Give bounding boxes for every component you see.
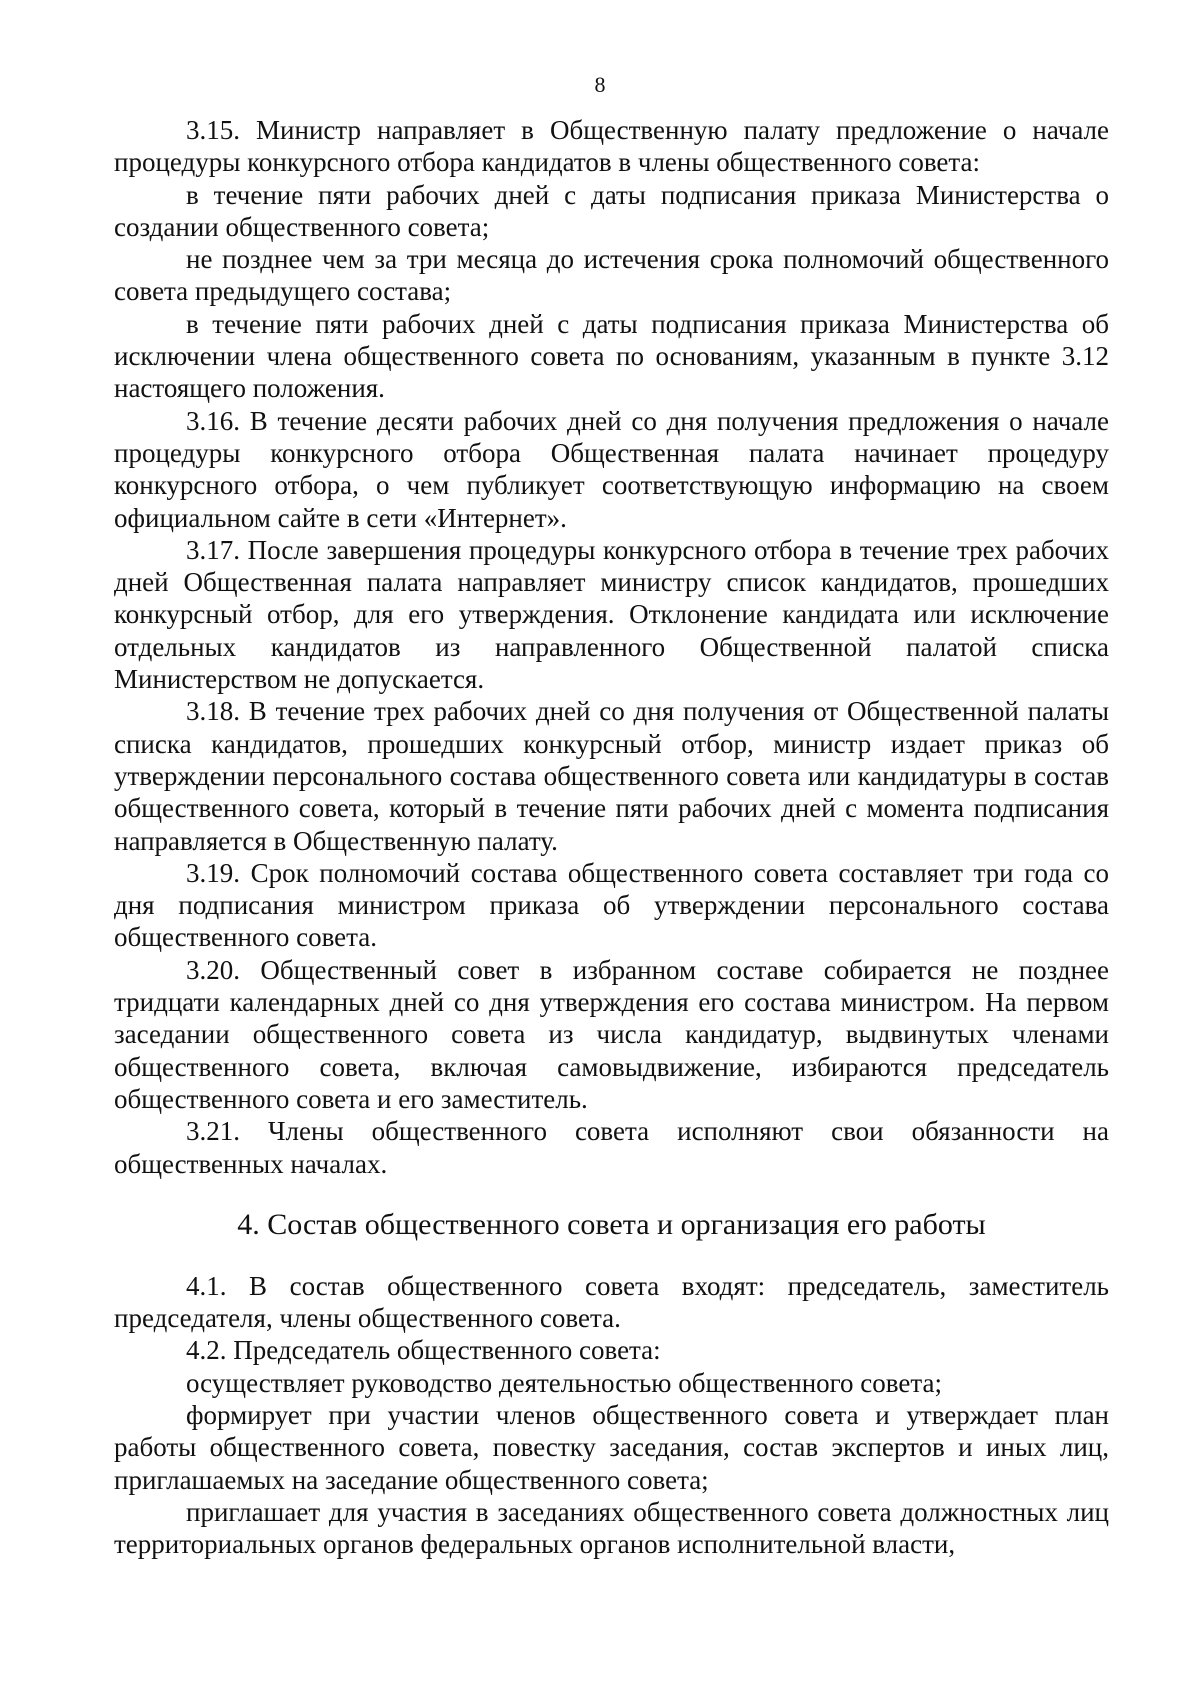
paragraph-3-15: 3.15. Министр направляет в Общественную палату предложение о начале процедуры конкурсного отбора кандидатов в члены общественного совета: bbox=[114, 115, 1109, 178]
section-4-heading: 4. Состав общественного совета и организация его работы bbox=[237, 1207, 986, 1241]
paragraph-4-2-item-1: осуществляет руководство деятельностью общественного совета; bbox=[186, 1367, 942, 1398]
paragraph-4-2-item-2: формирует при участии членов общественного совета и утверждает план работы общественного совета, повестку заседания, состав экспертов и иных лиц, приглашаемых на заседание общественного совета; bbox=[114, 1399, 1109, 1495]
paragraph-4-1: 4.1. В состав общественного совета входят: председатель, заместитель председателя, члены общественного совета. bbox=[114, 1270, 1109, 1334]
document-body bbox=[114, 114, 1109, 1560]
paragraph-3-15-item-1: в течение пяти рабочих дней с даты подписания приказа Министерства о создании общественного совета; bbox=[114, 179, 1109, 242]
paragraph-3-15-item-2: не позднее чем за три месяца до истечения срока полномочий общественного совета предыдущего состава; bbox=[114, 244, 1109, 307]
paragraph-3-18: 3.18. В течение трех рабочих дней со дня получения от Общественной палаты списка кандидатов, прошедших конкурсный отбор, министр издает приказ об утверждении персонального состава общественного совета или кандидатуры в состав общественного совета, который в течение пяти рабочих дней с момента подписания направляется в Общественную палату. bbox=[114, 696, 1109, 856]
paragraph-3-17: 3.17. После завершения процедуры конкурсного отбора в течение трех рабочих дней Общественная палата направляет министру список кандидатов, прошедших конкурсный отбор, для его утверждения. Отклонение кандидата или исключение отдельных кандидатов из направленного Общественной палатой списка Министерством не допускается. bbox=[114, 534, 1109, 695]
paragraph-4-2-item-3: приглашает для участия в заседаниях общественного совета должностных лиц территориальных органов федеральных органов исполнительной власти, bbox=[114, 1496, 1109, 1560]
paragraph-3-19: 3.19. Срок полномочий состава общественного совета составляет три года со дня подписания министром приказа об утверждении персонального состава общественного совета. bbox=[114, 857, 1109, 953]
paragraph-3-20: 3.20. Общественный совет в избранном составе собирается не позднее тридцати календарных дней со дня утверждения его состава министром. На первом заседании общественного совета из числа кандидатур, выдвинутых членами общественного совета, включая самовыдвижение, избираются председатель общественного совета и его заместитель. bbox=[114, 954, 1109, 1114]
paragraph-3-16: 3.16. В течение десяти рабочих дней со дня получения предложения о начале процедуры конкурсного отбора Общественная палата начинает процедуру конкурсного отбора, о чем публикует соответствующую информацию на своем официальном сайте в сети «Интернет». bbox=[114, 405, 1109, 533]
paragraph-4-2: 4.2. Председатель общественного совета: bbox=[186, 1335, 661, 1366]
paragraph-3-21: 3.21. Члены общественного совета исполняют свои обязанности на общественных началах. bbox=[114, 1116, 1109, 1179]
page-number: 8 bbox=[594, 72, 606, 97]
paragraph-3-15-item-3: в течение пяти рабочих дней с даты подписания приказа Министерства об исключении члена общественного совета по основаниям, указанным в пункте 3.12 настоящего положения. bbox=[114, 308, 1109, 404]
